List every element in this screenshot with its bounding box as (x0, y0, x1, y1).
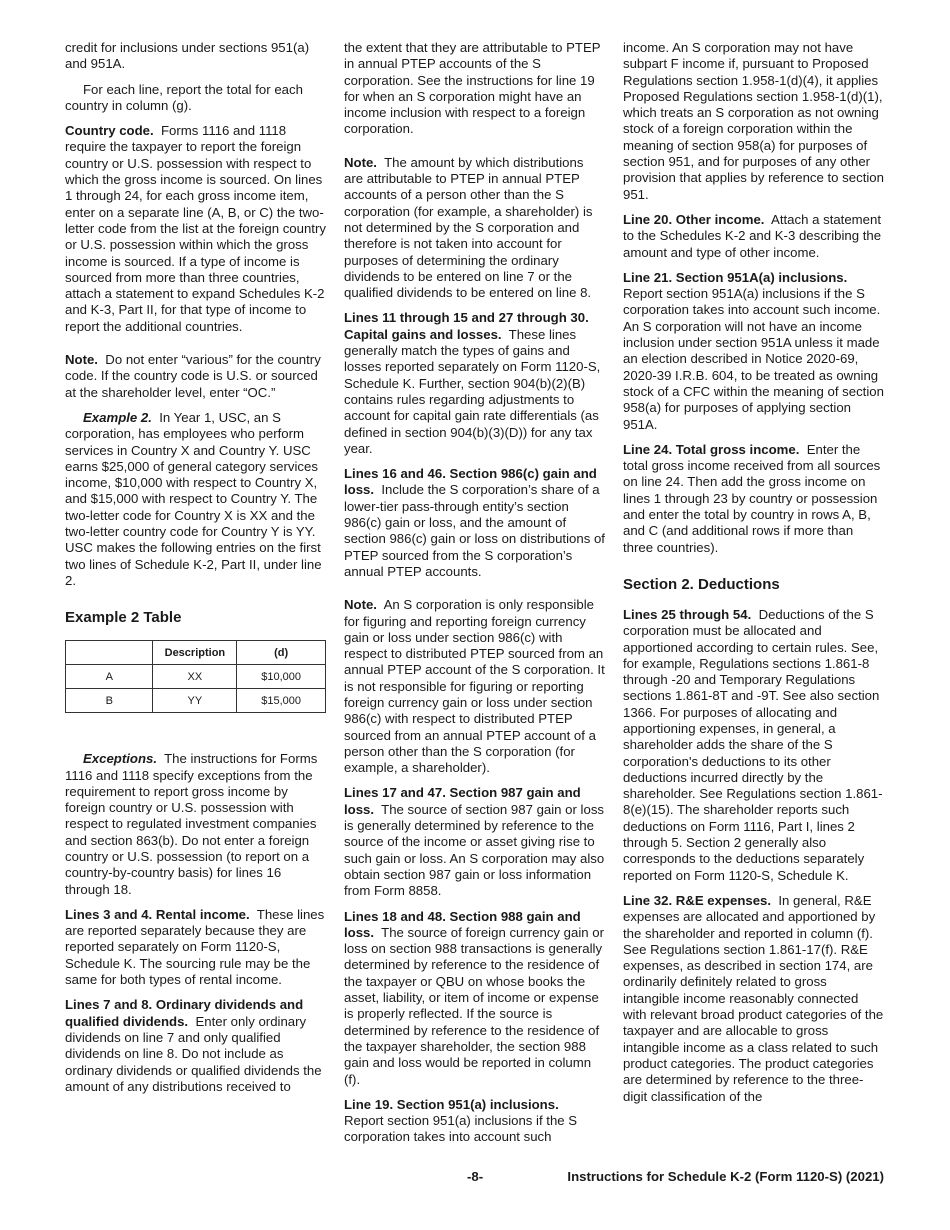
paragraph-heading: Lines 16 and 46. Section 986(c) gain and loss. (344, 466, 597, 498)
paragraph-text: Report section 951(a) inclusions if the S corporation takes into account such (344, 1113, 578, 1145)
lines-11-15-paragraph (344, 310, 606, 457)
paragraph-text: Enter the total gross income received from all sources on line 24. Then add the gross income on lines 1 through 23 by country or possession and enter the total by country in rows A, B, and C (and additional rows if more than three countries). (623, 441, 881, 555)
paragraph-heading: Line 20. Other income. (623, 211, 765, 227)
paragraph-heading: Lines 17 and 47. Section 987 gain and loss. (344, 785, 581, 817)
line-20-paragraph (623, 212, 885, 261)
paragraph-heading: Note. (344, 597, 377, 613)
paragraph-heading: Line 24. Total gross income. (623, 441, 800, 457)
note-paragraph (344, 597, 606, 776)
paragraph: For each line, report the total for each country in column (g). (65, 81, 303, 113)
paragraph-heading: Lines 11 through 15 and 27 through 30. Capital gains and losses. (344, 310, 589, 342)
section-2-heading: Section 2. Deductions (623, 575, 780, 593)
example-2-table-heading: Example 2 Table (65, 609, 182, 627)
note-paragraph (65, 352, 327, 401)
lines-25-54-paragraph (623, 607, 885, 884)
paragraph: credit for inclusions under sections 951(a) and 951A. (65, 40, 310, 72)
page-number: -8- (467, 1169, 484, 1184)
paragraph-heading: Country code. (65, 123, 154, 139)
lines-17-47-paragraph (344, 785, 606, 899)
note-paragraph (344, 155, 606, 302)
paragraph-heading: Note. (344, 154, 377, 170)
paragraph-text: Report section 951A(a) inclusions if the S corporation takes into account such income. An S corporation will not have an income inclusion under section 951A unless it made an election described in Notice 2020-69, 2020-39 I.R.B. 604, to be treated as owning stock of a CFC within the meaning of section 958(a) for purposes of applying section 951A. (623, 286, 884, 432)
column-2 (344, 40, 606, 1155)
paragraph-text: Do not enter “various” for the country code. If the country code is U.S. or sourced at the shareholder level, enter “OC.” (65, 352, 321, 400)
table-row (66, 665, 326, 689)
paragraph-heading: Lines 18 and 48. Section 988 gain and loss. (344, 908, 581, 940)
paragraph-text: An S corporation is only responsible for figuring and reporting foreign currency gain or loss under section 986(c) with respect to distributed PTEP sourced from an annual PTEP account of the S corporation. It is not responsible for figuring or reporting foreign currency gain or loss under section 986(c) with respect to distributed PTEP sourced from an annual PTEP account of a person other than the S corporation (for example, a shareholder). (344, 597, 605, 776)
table-cell: XX (153, 665, 237, 689)
paragraph-text: These lines are reported separately because they are reported separately on Form 1120-S, Schedule K. The sourcing rule may be the same for both types of rental income. (65, 906, 325, 988)
paragraph-heading: Note. (65, 352, 98, 368)
paragraph-heading: Lines 7 and 8. Ordinary dividends and qualified dividends. (65, 997, 304, 1029)
lines-16-46-paragraph (344, 466, 606, 580)
lines-3-4-paragraph (65, 907, 327, 988)
paragraph: the extent that they are attributable to PTEP in annual PTEP accounts of the S corporation. See the instructions for line 19 for when an S corporation might have an income inclusion with respect to a foreign corporation. (344, 40, 601, 137)
table-cell: $15,000 (237, 689, 326, 713)
table-cell: B (66, 689, 153, 713)
table-header-cell: Description (153, 641, 237, 665)
table-header-cell (66, 641, 153, 665)
example-2-paragraph (65, 410, 327, 589)
lines-18-48-paragraph (344, 909, 606, 1088)
table-cell: $10,000 (237, 665, 326, 689)
paragraph-text: Forms 1116 and 1118 require the taxpayer to report the foreign country or U.S. possession with respect to which the gross income is sourced. On lines 1 through 24, for each gross income item, enter on a separate line (A, B, or C) the two-letter code from the list at the foreign country or U.S. possession within which the gross income is sourced. If a type of income is sourced from more than three countries, attach a statement to expand Schedules K-2 and K-3, Part II, for that type of income to report the additional countries. (65, 123, 326, 334)
paragraph-text: Deductions of the S corporation must be allocated and apportioned according to certain rules. See, for example, Regulations sections 1.861-8 through -20 and Temporary Regulations sections 1.861-8T and -9T. See also section 1366. For purposes of allocating and apportioning expenses, in general, a shareholder adds the share of the S corporation's deductions to its other deductions incurred directly by the shareholder. See Regulations section 1.861-8(e)(15). The shareholder reports such deductions on Form 1116, Part I, lines 2 through 5. Section 2 generally also corresponds to the deductions separately reported on Form 1120-S, Schedule K. (623, 606, 883, 883)
table-row (66, 689, 326, 713)
paragraph-heading: Exceptions. (83, 751, 158, 767)
paragraph-heading: Example 2. (83, 409, 152, 425)
exceptions-paragraph (65, 751, 327, 898)
table-header-cell: (d) (237, 641, 326, 665)
column-1 (65, 40, 327, 1104)
paragraph-heading: Line 32. R&E expenses. (623, 892, 772, 908)
paragraph-text: Attach a statement to the Schedules K-2 and K-3 describing the amount and type of other income. (623, 211, 882, 260)
paragraph-text: Include the S corporation’s share of a lower-tier pass-through entity’s section 986(c) gain or loss, and the amount of section 986(c) gain or loss on distributions of PTEP sourced from the S corporation’s annual PTEP accounts. (344, 482, 605, 579)
table-header-row (66, 641, 326, 665)
paragraph-text: The source of foreign currency gain or loss on section 988 transactions is generally determined by reference to the residence of the taxpayer or QBU on whose books the asset, liability, or item of income or expense is properly reflected. If the source is determined by reference to the residence of the taxpayer shareholder, the section 988 gain and loss would be reported in column (f). (344, 924, 604, 1087)
document-title: Instructions for Schedule K-2 (Form 1120-S) (2021) (567, 1169, 884, 1184)
example-2-table (65, 640, 326, 713)
table-cell: A (66, 665, 153, 689)
paragraph: income. An S corporation may not have subpart F income if, pursuant to Proposed Regulations section 1.958-1(d)(4), it applies Proposed Regulations section 1.958-1(d)(1), which treats an S corporation as not owning stock of a foreign corporation within the meaning of section 958(a) for purposes of section 951, and for purposes of any other provision that applies by reference to section 951. (623, 40, 884, 202)
table-cell: YY (153, 689, 237, 713)
line-24-paragraph (623, 442, 885, 556)
paragraph-heading: Line 21. Section 951A(a) inclusions. (623, 269, 848, 285)
paragraph-heading: Line 19. Section 951(a) inclusions. (344, 1096, 559, 1112)
paragraph-text: These lines generally match the types of gains and losses reported separately on Form 1120-S, Schedule K. Further, section 904(b)(2)(B) contains rules regarding adjustments to account for capital gain rate differentials (as defined in section 904(b)(3)(D)) for any tax year. (344, 326, 601, 456)
line-19-paragraph (344, 1097, 606, 1146)
paragraph-text: In general, R&E expenses are allocated and apportioned by the shareholder and reported in column (f). See Regulations section 1.861-17(f). R&E expenses, as described in section 174, are ordinarily definitely related to gross intangible income reasonably connected with relevant broad product categories of the taxpayer and are allocable to gross intangible income as a class related to such product categories. The product categories are determined by reference to the three-digit classification of the (623, 892, 884, 1104)
paragraph-text: The amount by which distributions are attributable to PTEP in annual PTEP accounts of a person other than the S corporation (for example, a shareholder) is not determined by the S corporation and therefore is not taken into account for purposes of determining the ordinary dividends to be entered on line 7 or the qualified dividends to be entered on line 8. (344, 154, 593, 301)
paragraph-text: The source of section 987 gain or loss is generally determined by reference to the source of the income or asset giving rise to such gain or loss. An S corporation may also obtain section 987 gain or loss information from Form 8858. (344, 801, 605, 899)
paragraph-text: Enter only ordinary dividends on line 7 and only qualified dividends on line 8. Do not include as ordinary dividends or qualified dividends the amount of any distributions received to (65, 1013, 322, 1094)
lines-7-8-paragraph (65, 997, 327, 1095)
column-3 (623, 40, 885, 1114)
paragraph-text: The instructions for Forms 1116 and 1118 specify exceptions from the requirement to report gross income by foreign country or U.S. possession with respect to regulated investment companies and section 863(b). Do not enter a foreign country or U.S. possession (to report on a country-by-country basis) for lines 16 through 18. (65, 751, 318, 897)
paragraph-heading: Lines 25 through 54. (623, 606, 752, 622)
line-32-paragraph (623, 893, 885, 1105)
line-21-paragraph (623, 270, 885, 433)
paragraph-heading: Lines 3 and 4. Rental income. (65, 906, 250, 922)
country-code-paragraph (65, 123, 327, 335)
paragraph-text: In Year 1, USC, an S corporation, has employees who perform services in Country X and Country Y. USC earns $25,000 of general category services income, $10,000 with respect to Country X, and $15,000 with respect to Country Y. The two-letter code for Country X is XX and the two-letter country code for Country Y is YY. USC makes the following entries on the first two lines of Schedule K-2, Part II, under line 2. (65, 409, 322, 588)
